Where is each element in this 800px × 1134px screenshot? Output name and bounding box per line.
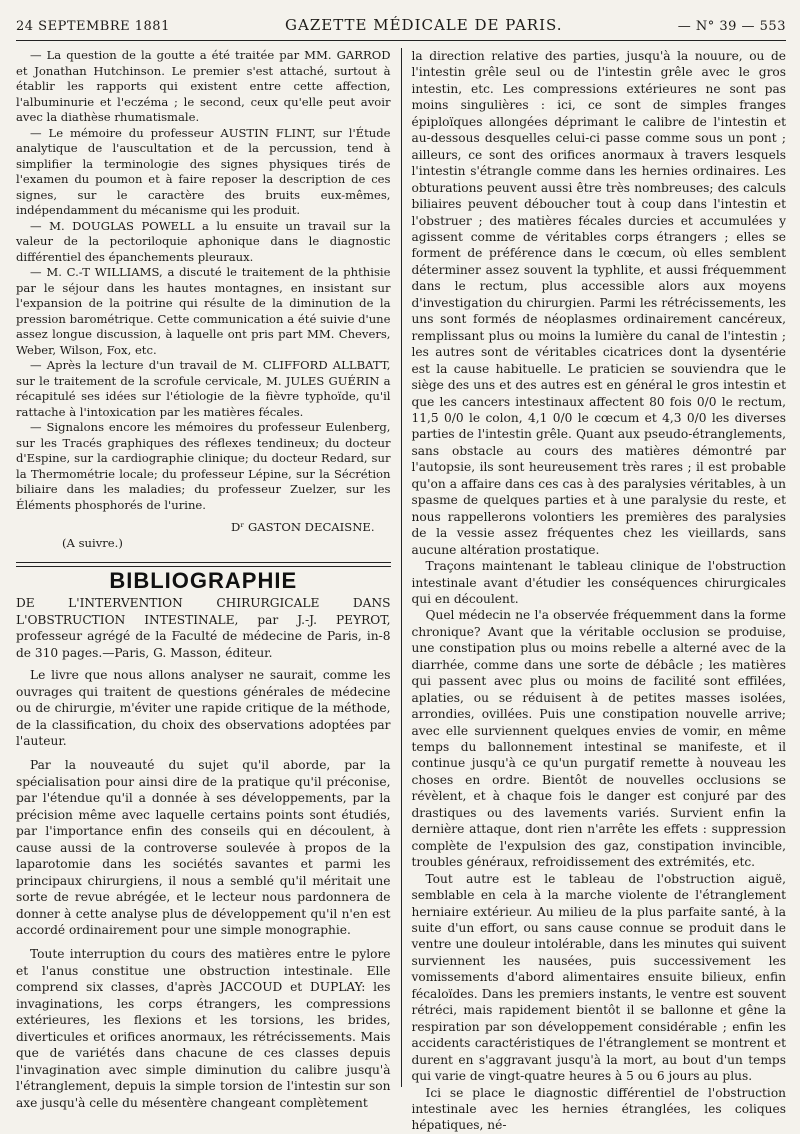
paragraph: — M. DOUGLAS POWELL a lu ensuite un travail sur la valeur de la pectoriloquie aphonique dans le diagnostic différentiel des épanchements pleuraux. — [16, 218, 391, 264]
paragraph: — Signalons encore les mémoires du professeur Eulenberg, sur les Tracés graphiques des réflexes tendineux; du docteur d'Espine, sur la cardiographie clinique; du docteur Redard, sur la Thermométrie locale; du professeur Lépine, sur la Sécrétion biliaire dans les maladies; du professeur Zuelzer, sur les Éléments phosphorés de l'urine. — [16, 420, 391, 512]
paragraph: — Le mémoire du professeur AUSTIN FLINT, sur l'Étude analytique de l'auscultation et de la percussion, tend à simplifier la terminologie des signes physiques tirés de l'examen du poumon et à faire reposer la description de ces signes, sur le caractère des bruits eux-mêmes, indépendamment du mécanisme qui les produit. — [16, 125, 391, 217]
column-divider — [401, 48, 402, 1087]
header-date: 24 SEPTEMBRE 1881 — [16, 19, 170, 34]
section-rule — [16, 562, 391, 563]
paragraph: Par la nouveauté du sujet qu'il aborde, par la spécialisation pour ainsi dire de la pratique qu'il préconise, par l'étendue qu'il a donnée à ses développements, par la précision même avec laquelle certains points sont étudiés, par l'importance enfin des conseils qui en découlent, à cause aussi de la controverse soulevée à propos de la laparotomie dans les sociétés savantes et parmi les principaux chirurgiens, il nous a semblé qu'il méritait une sorte de revue abrégée, et le lecteur nous pardonnera de donner à cette analyse plus de développement qu'il n'en est accordé ordinairement pour une simple monographie. — [16, 758, 391, 937]
paragraph: la direction relative des parties, jusqu'à la nouure, ou de l'intestin grêle seul ou de l'intestin grêle avec le gros intestin, etc. Les compressions extérieures ne sont pas moins singulières : ici, ce sont de simples franges épiploïques allongées déprimant le calibre de l'intestin et au-dessous desquelles celui-ci passe comme sous un pont ; ailleurs, ce sont des orifices anormaux à travers lesquels l'intestin s'étrangle comme dans les hernies ordinaires. Les obturations peuvent aussi être très nombreuses; des calculs biliaires peuvent déboucher tout à coup dans l'intestin et l'obstruer ; des matières fécales durcies et accumulées y agissent comme de véritables corps étrangers ; elles se forment de préférence dans le cœcum, où elles semblent déterminer assez souvent la typhlite, et aussi fréquemment dans le rectum, plus accessible alors aux moyens d'investigation du chirurgien. Parmi les rétrécissements, les uns sont formés de néoplasmes ordinairement cancéreux, remplissant plus ou moins la lumière du canal de l'intestin ; les autres sont de véritables cicatrices dont la dysentérie est la cause habituelle. Le praticien se souviendra que le siège des uns et des autres est en général le gros intestin et que les cancers intestinaux affectent 80 fois 0/0 le rectum, 11,5 0/0 le colon, 4,1 0/0 le cœcum et 4,3 0/0 les diverses parties de l'intestin grêle. Quant aux pseudo-étranglements, sans obstacle au cours des matières démontré par l'autopsie, ils sont heureusement très rares ; il est probable qu'on a affaire dans ces cas à des paralysies véritables, à un spasme de quelques parties et à une paralysie du reste, et nous rappellerons volontiers les premières des paralysies de la vessie assez fréquentes chez les vieillards, sans aucune altération prostatique. — [411, 49, 786, 557]
two-column-body — [16, 48, 786, 1133]
paragraph: Le livre que nous allons analyser ne saurait, comme les ouvrages qui traitent de questions générales de médecine ou de chirurgie, m'éviter une rapide critique de la méthode, de la classification, du choix des observations adoptées par l'auteur. — [16, 668, 391, 748]
paragraph: Tout autre est le tableau de l'obstruction aiguë, semblable en cela à la marche violente de l'étranglement herniaire extérieur. Au milieu de la plus parfaite santé, à la suite d'un effort, ou sans cause connue se produit dans le ventre une douleur intolérable, dans les minutes qui suivent surviennent les nausées, puis successivement les vomissements d'abord alimentaires ensuite bilieux, enfin fécaloïdes. Dans les premiers instants, le ventre est souvent rétréci, mais rapidement bientôt il se ballonne et gêne la respiration par son développement considérable ; enfin les accidents caractéristiques de l'étranglement se montrent et durent en s'aggravant jusqu'à la mort, au bout d'un temps qui varie de vingt-quatre heures à 5 ou 6 jours au plus. — [411, 871, 786, 1084]
paragraph: Ici se place le diagnostic différentiel de l'obstruction intestinale avec les hernies étranglées, les coliques hépatiques, né- — [411, 1085, 786, 1133]
header-title: GAZETTE MÉDICALE DE PARIS. — [285, 16, 563, 34]
running-header — [16, 10, 786, 40]
paragraph: — La question de la goutte a été traitée par MM. GARROD et Jonathan Hutchinson. Le premier s'est attaché, surtout à établir les rapports qui existent entre cette affection, l'albuminurie et l'eczéma ; le second, ceux qu'elle peut avoir avec la diathèse rhumatismale. — [16, 48, 391, 124]
society-report — [16, 48, 391, 513]
section-title: BIBLIOGRAPHIE — [109, 567, 298, 593]
author-signature: Dʳ GASTON DECAISNE. — [231, 520, 375, 534]
left-column — [16, 48, 391, 1110]
book-reference: DE L'INTERVENTION CHIRURGICALE DANS L'OBSTRUCTION INTESTINALE, par J.-J. PEYROT, professeur agrégé de la Faculté de médecine de Paris, in-8 de 310 pages.—Paris, G. Masson, éditeur. — [16, 596, 391, 660]
to-be-continued: (A suivre.) — [62, 536, 123, 551]
header-issue: — N° 39 — 553 — [677, 19, 786, 34]
right-column — [411, 48, 787, 1133]
paragraph: Traçons maintenant le tableau clinique de l'obstruction intestinale avant d'étudier les conséquences chirurgicales qui en découlent. — [411, 559, 786, 606]
section-rule-thin — [16, 566, 391, 567]
paragraph: — M. C.-T WILLIAMS, a discuté le traitement de la phthisie par le séjour dans les hautes montagnes, en insistant sur l'expansion de la poitrine qui résulte de la diminution de la pression barométrique. Cette communication a été suivie d'une assez longue discussion, à laquelle ont pris part MM. Chevers, Weber, Wilson, Fox, etc. — [16, 265, 391, 357]
paragraph: Toute interruption du cours des matières entre le pylore et l'anus constitue une obstruction intestinale. Elle comprend six classes, d'après JACCOUD et DUPLAY: les invaginations, les corps étrangers, les compressions extérieures, les flexions et les torsions, les brides, diverticules et orifices anormaux, les rétrécissements. Mais que de variétés dans chacune de ces classes depuis l'invagination avec simple diminution du calibre jusqu'à l'étranglement, depuis la simple torsion de l'intestin sur son axe jusqu'à celle du mésentère changeant complètement — [16, 947, 391, 1110]
paragraph: Quel médecin ne l'a observée fréquemment dans la forme chronique? Avant que la véritable occlusion se produise, une constipation plus ou moins rebelle a alterné avec de la diarrhée, comme dans une sorte de débâcle ; les matières qui passent avec plus ou moins de facilité sont effilées, aplaties, ou se réduisent à de petites masses isolées, arrondies, ovillées. Puis une constipation nouvelle arrive; avec elle surviennent quelques envies de vomir, en même temps du ballonnement intestinal se manifeste, et il continue jusqu'à ce qu'un purgatif remette à nouveau les choses en ordre. Bientôt de nouvelles occlusions se révèlent, et à chaque fois le danger est conjuré par des drastiques ou des lavements variés. Survient enfin la dernière attaque, dont rien n'arrête les effets : suppression complète de l'expulsion des gaz, constipation invincible, troubles généraux, refroidissement des extrémités, etc. — [411, 608, 786, 870]
paragraph: — Après la lecture d'un travail de M. CLIFFORD ALLBATT, sur le traitement de la scrofule cervicale, M. JULES GUÉRIN a récapitulé ses idées sur l'étiologie de la fièvre typhoïde, qu'il rattache à l'intoxication par les matières fécales. — [16, 358, 391, 419]
header-rule — [16, 40, 786, 41]
